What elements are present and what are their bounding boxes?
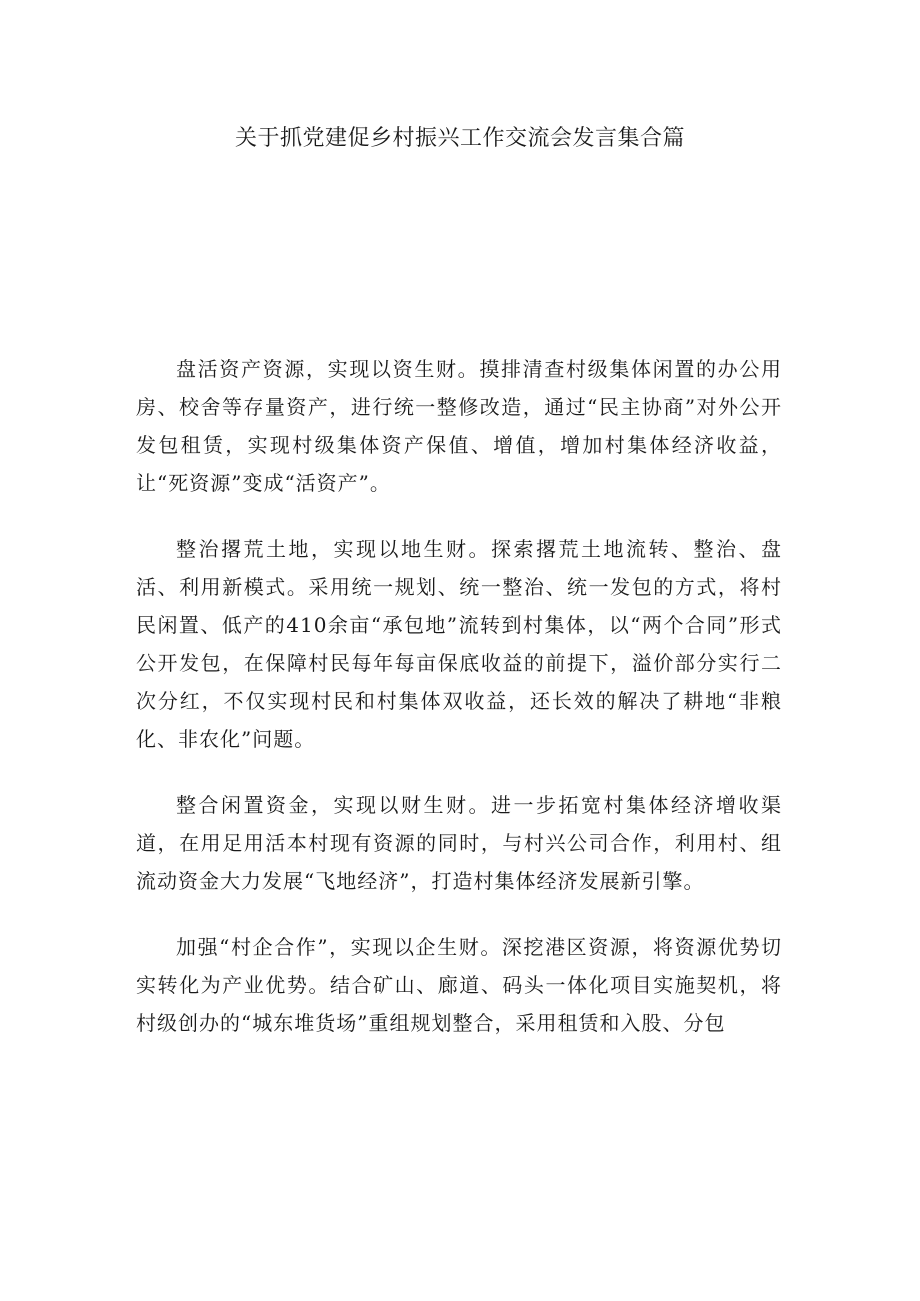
- document-title: 关于抓党建促乡村振兴工作交流会发言集合篇: [234, 126, 685, 151]
- paragraph-assets: 盘活资产资源，实现以资生财。摸排清查村级集体闲置的办公用房、校舍等存量资产，进行统一整修改造，通过“民主协商”对外公开发包租赁，实现村级集体资产保值、增值，增加村集体经济收益，让“死资源”变成“活资产”。: [136, 357, 782, 495]
- paragraph-land: 整治撂荒土地，实现以地生财。探索撂荒土地流转、整治、盘活、利用新模式。采用统一规划、统一整治、统一发包的方式，将村民闲置、低产的410余亩“承包地”流转到村集体，以“两个合同”形式公开发包，在保障村民每年每亩保底收益的前提下，溢价部分实行二次分红，不仅实现村民和村集体双收益，还长效的解决了耕地“非粮化、非农化”问题。: [136, 537, 782, 751]
- document-body: [136, 350, 782, 1070]
- paragraph-enterprise: 加强“村企合作”，实现以企生财。深挖港区资源，将资源优势切实转化为产业优势。结合矿山、廊道、码头一体化项目实施契机，将村级创办的“城东堆货场”重组规划整合，采用租赁和入股、分包: [136, 935, 782, 1035]
- paragraph-funds: 整合闲置资金，实现以财生财。进一步拓宽村集体经济增收渠道，在用足用活本村现有资源的同时，与村兴公司合作，利用村、组流动资金大力发展“飞地经济”，打造村集体经济发展新引擎。: [136, 793, 782, 893]
